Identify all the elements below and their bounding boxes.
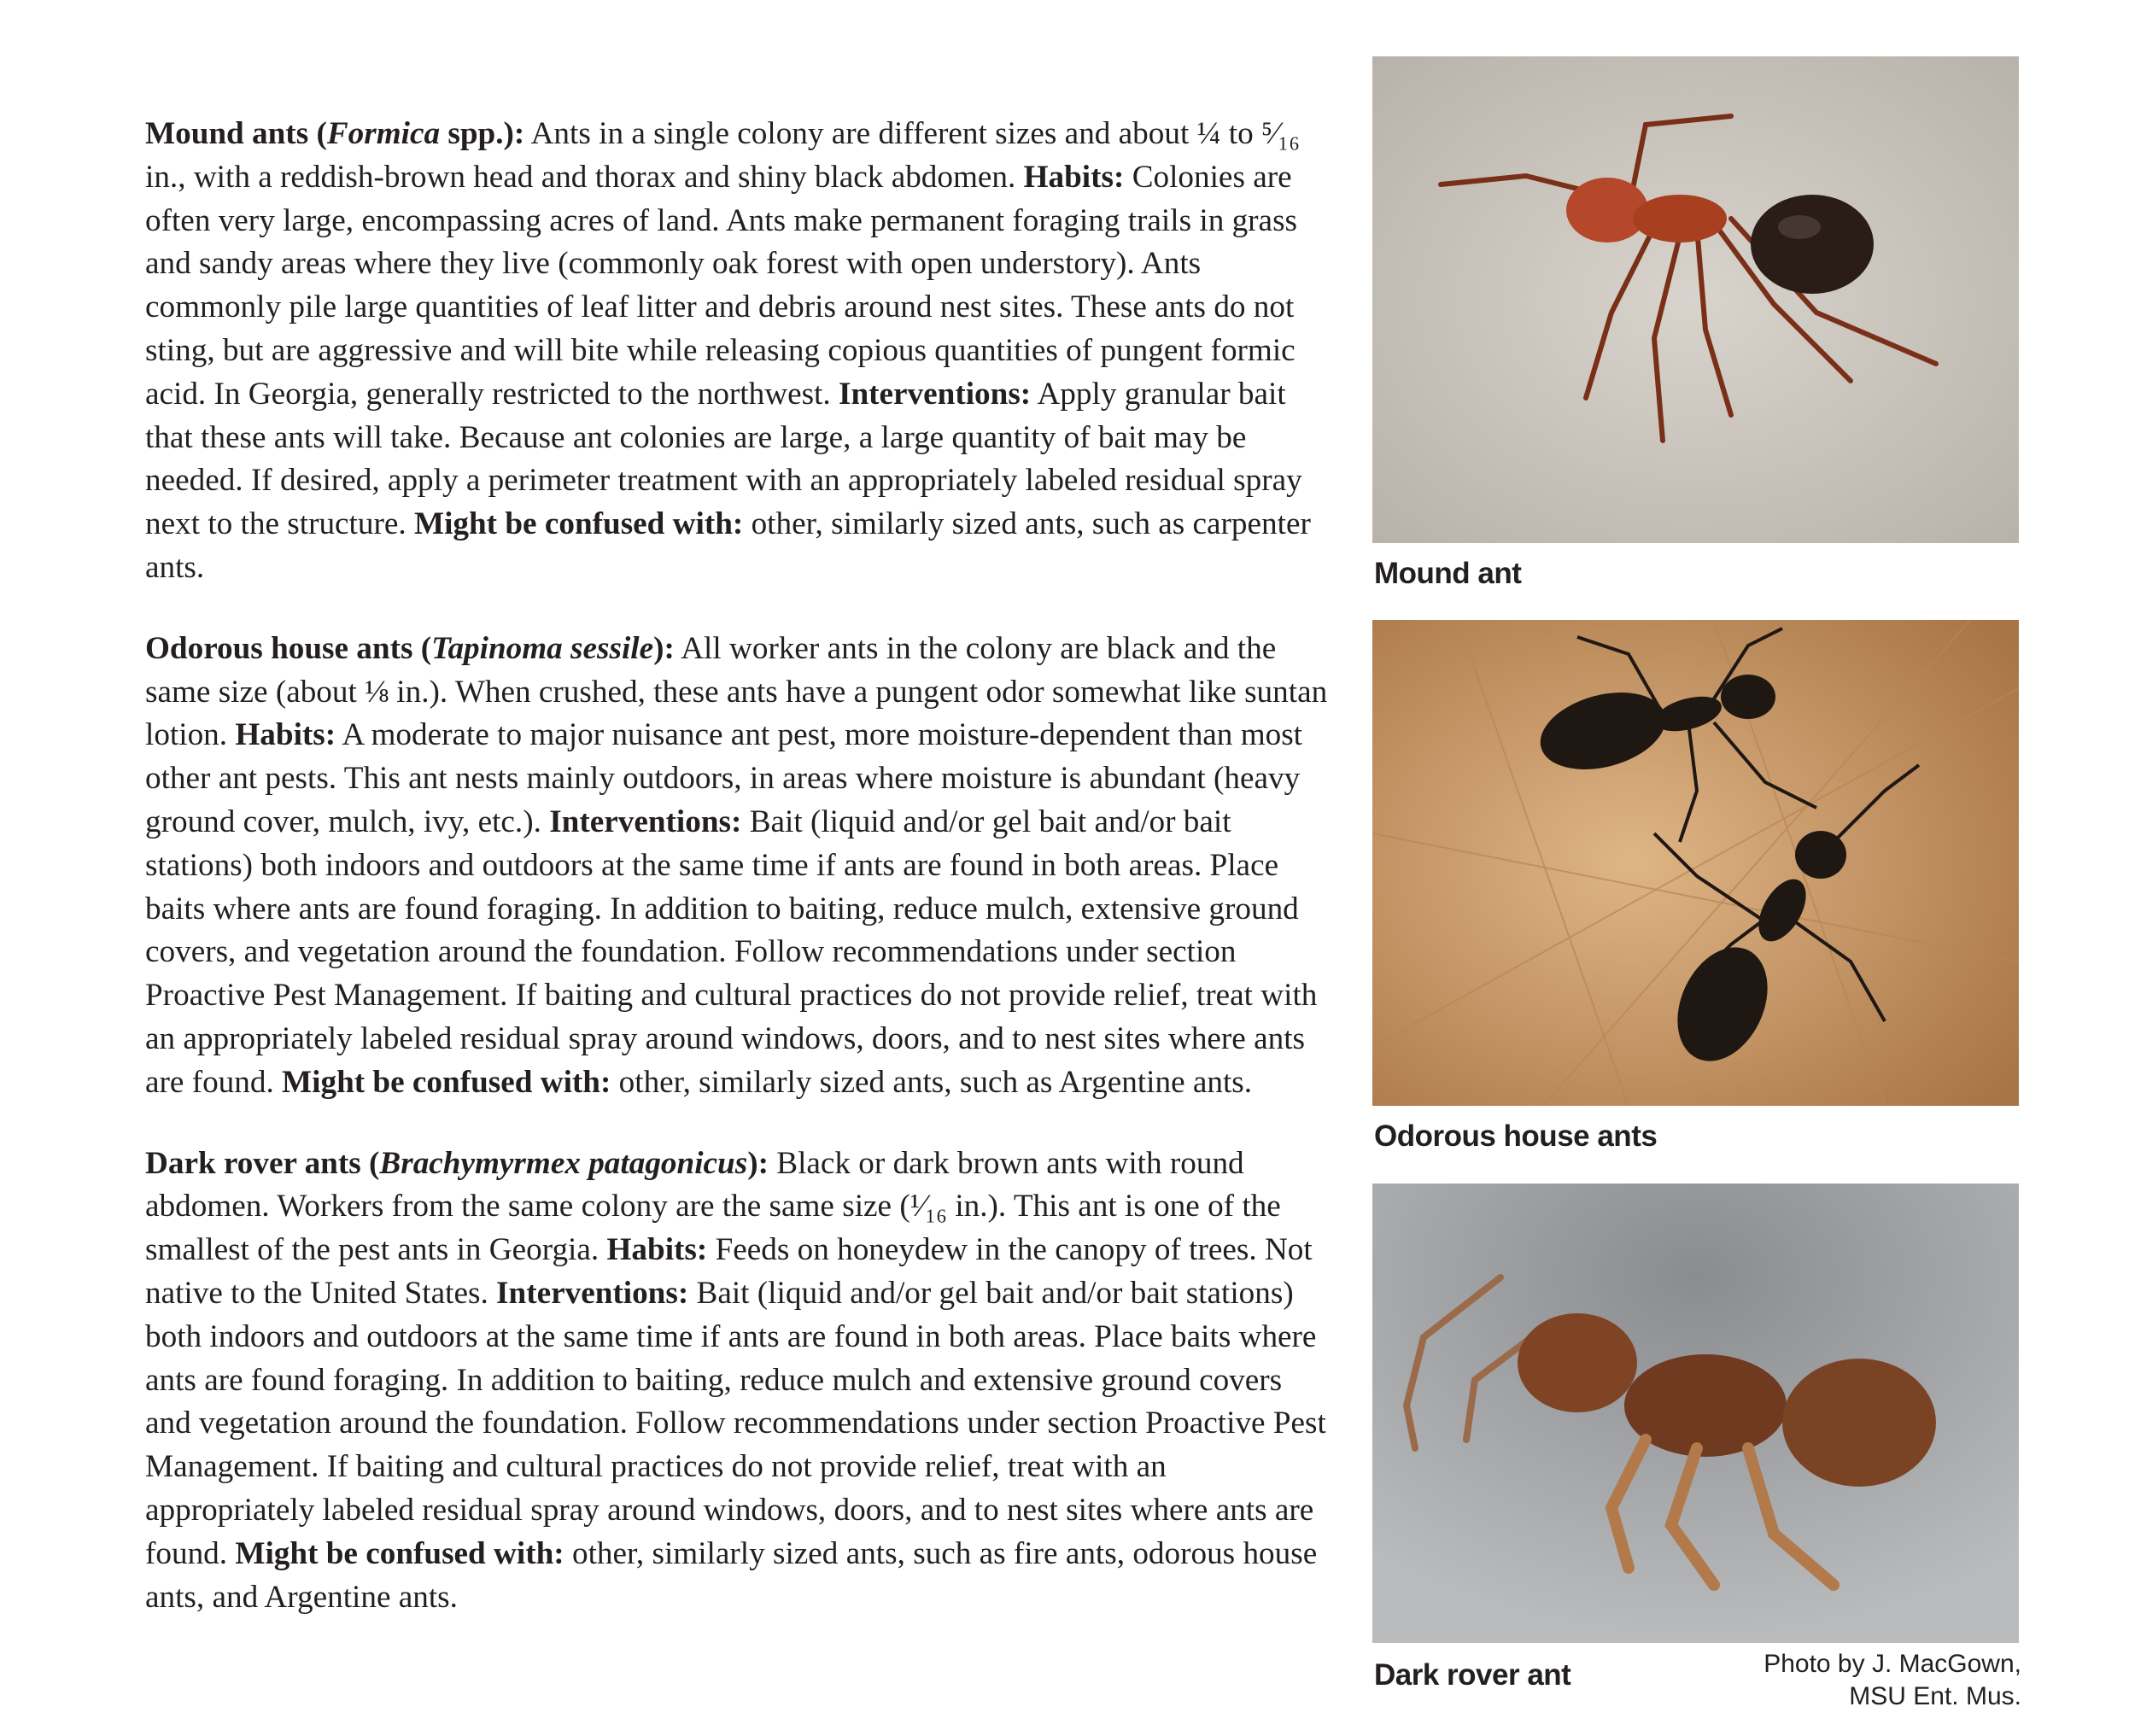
article-text bbox=[145, 113, 1328, 1657]
species-entry-mound-ants bbox=[145, 113, 1328, 590]
interventions-text: Bait (liquid and/or gel bait and/or bait stations) both indoors and outdoors at the same time if ants are found in both areas. Place baits where ants are found foraging. In addition to baiting, reduce mulch, extensive ground covers, and vegetation around the foundation. Follow recommendations under section Proactive Pest Management. If baiting and cultural practices do not provide relief, treat with an appropriately labeled residual spray around windows, doors, and to nest sites where ants are found. bbox=[145, 804, 1318, 1100]
interventions-text: Apply granular bait that these ants will take. Because ant colonies are large, a large quantity of bait may be needed. If desired, apply a perimeter treatment with an appropriately labeled residual spray next to the structure. bbox=[145, 376, 1302, 542]
ant-abdomen bbox=[1782, 1359, 1936, 1487]
species-description: Black or dark brown ants with round abdomen. Workers from the same colony are the same size (¹⁄₁₆ in.). This ant is one of the smallest of the pest ants in Georgia. bbox=[145, 1145, 1281, 1268]
photo-credit: Photo by J. MacGown, MSU Ent. Mus. bbox=[1763, 1650, 2021, 1710]
interventions-label: Interventions: bbox=[496, 1275, 689, 1311]
species-entry-dark-rover-ants bbox=[145, 1143, 1328, 1620]
interventions-label: Interventions: bbox=[839, 376, 1032, 412]
ant-head bbox=[1566, 178, 1648, 243]
species-name: Mound ants (Formica spp.): bbox=[145, 116, 525, 151]
confused-text: other, similarly sized ants, such as fire ants, odorous house ants, and Argentine ants. bbox=[145, 1535, 1318, 1615]
photo-caption: Odorous house ants bbox=[1374, 1119, 1658, 1153]
interventions-label: Interventions: bbox=[549, 804, 742, 839]
habits-text: Colonies are often very large, encompassing acres of land. Ants make permanent foraging trails in grass and sandy areas where they live (commonly oak forest with open understory). Ants commonly pile large quantities of leaf litter and debris around nest sites. These ants do not sting, but are aggressive and will bite while releasing copious quantities of pungent formic acid. In Georgia, generally restricted to the northwest. bbox=[145, 159, 1298, 412]
species-description: Ants in a single colony are different sizes and about ¼ to ⁵⁄₁₆ in., with a reddish-brown head and thorax and shiny black abdomen. bbox=[145, 116, 1301, 195]
ant-abdomen bbox=[1751, 195, 1874, 294]
habits-label: Habits: bbox=[606, 1232, 708, 1268]
species-name: Odorous house ants (Tapinoma sessile): bbox=[145, 630, 675, 666]
habits-label: Habits: bbox=[1023, 159, 1125, 195]
species-description: All worker ants in the colony are black and the same size (about ⅛ in.). When crushed, these ants have a pungent odor somewhat like suntan lotion. bbox=[145, 630, 1328, 753]
species-entry-odorous-house-ants bbox=[145, 628, 1328, 1105]
confused-text: other, similarly sized ants, such as carpenter ants. bbox=[145, 506, 1311, 585]
species-name: Dark rover ants (Brachymyrmex patagonicus): bbox=[145, 1145, 769, 1181]
mound-ant-image bbox=[1372, 56, 2019, 543]
ant-head bbox=[1518, 1313, 1637, 1412]
habits-text: A moderate to major nuisance ant pest, more moisture-dependent than most other ant pests. This ant nests mainly outdoors, in areas where moisture is abundant (heavy ground cover, mulch, ivy, etc.). bbox=[145, 717, 1303, 839]
odorous-house-ants-photo bbox=[1372, 620, 2019, 1106]
dark-rover-ant-photo bbox=[1372, 1184, 2019, 1643]
confused-label: Might be confused with: bbox=[282, 1064, 611, 1100]
dark-rover-ant-image bbox=[1372, 1184, 2019, 1643]
confused-text: other, similarly sized ants, such as Argentine ants. bbox=[618, 1064, 1253, 1100]
confused-label: Might be confused with: bbox=[235, 1535, 564, 1571]
photo-caption: Mound ant bbox=[1374, 557, 1522, 590]
sand-background bbox=[1372, 56, 2019, 543]
ant-thorax bbox=[1633, 195, 1727, 243]
habits-text: Feeds on honeydew in the canopy of trees. Not native to the United States. bbox=[145, 1232, 1313, 1311]
confused-label: Might be confused with: bbox=[413, 506, 744, 542]
photo-caption: Dark rover ant bbox=[1374, 1658, 1571, 1692]
mound-ant-photo bbox=[1372, 56, 2019, 543]
interventions-text: Bait (liquid and/or gel bait and/or bait stations) both indoors and outdoors at the same time if ants are found in both areas. Place baits where ants are found foraging. In addition to baiting, reduce mulch and extensive ground covers and vegetation around the foundation. Follow recommendations under section Proactive Pest Management. If baiting and cultural practices do not provide relief, treat with an appropriately labeled residual spray around windows, doors, and to nest sites where ants are found. bbox=[145, 1275, 1326, 1571]
odorous-house-ants-image bbox=[1372, 620, 2019, 1106]
habits-label: Habits: bbox=[235, 717, 336, 753]
